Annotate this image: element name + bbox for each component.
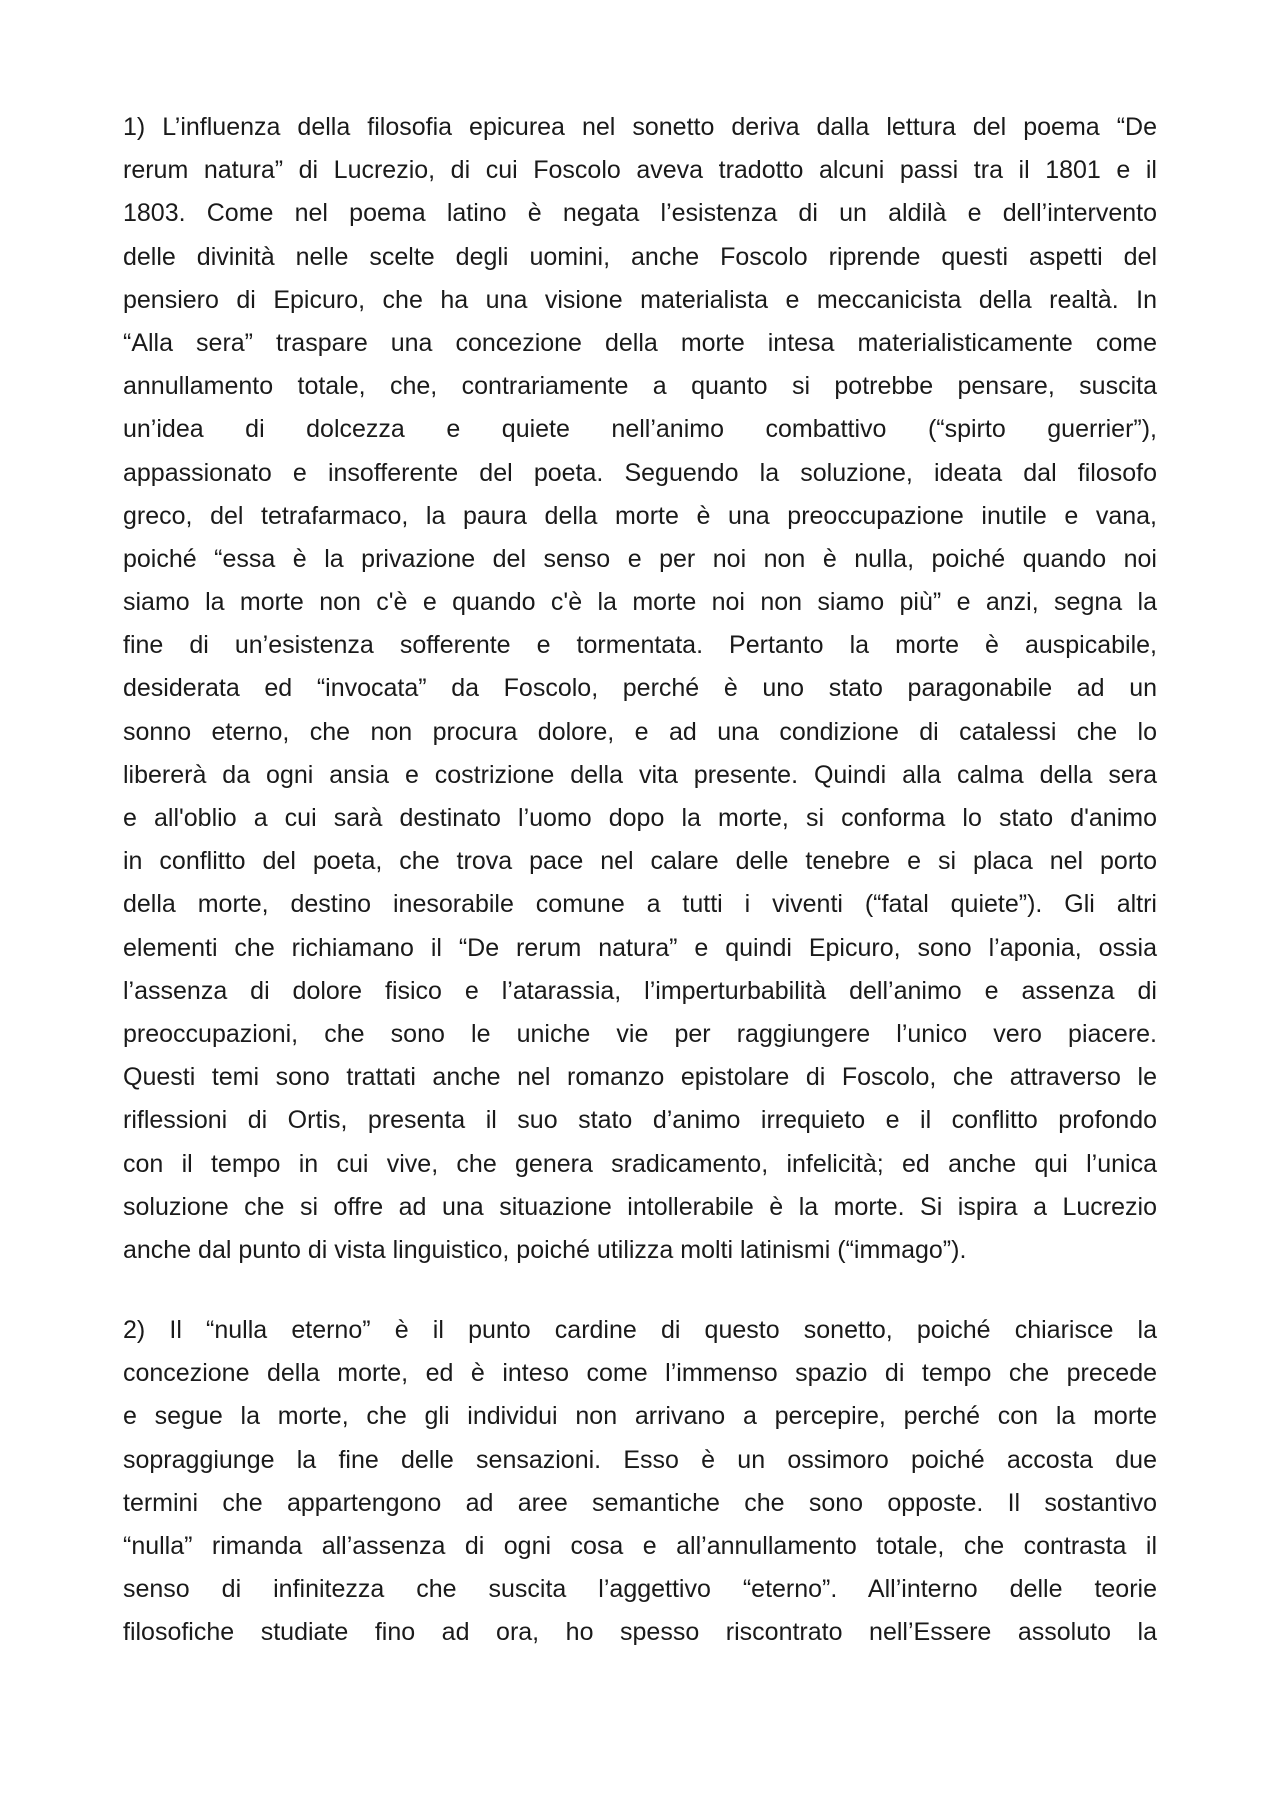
text-line: l’assenza di dolore fisico e l’atarassia, l’imperturbabilità dell’animo e assenza di: [123, 976, 1157, 1005]
text-line: fine di un’esistenza sofferente e tormentata. Pertanto la morte è auspicabile,: [123, 631, 1157, 660]
text-line: un’idea di dolcezza e quiete nell’animo combattivo (“spirto guerrier”),: [123, 415, 1157, 444]
text-line: “nulla” rimanda all’assenza di ogni cosa e all’annullamento totale, che contrasta il: [123, 1531, 1157, 1560]
text-line: e segue la morte, che gli individui non arrivano a percepire, perché con la morte: [123, 1402, 1157, 1431]
text-line: senso di infinitezza che suscita l’aggettivo “eterno”. All’interno delle teorie: [123, 1575, 1157, 1604]
text-line: siamo la morte non c'è e quando c'è la morte noi non siamo più” e anzi, segna la: [123, 588, 1157, 617]
text-line: desiderata ed “invocata” da Foscolo, perché è uno stato paragonabile ad un: [123, 674, 1157, 703]
text-line: 1803. Come nel poema latino è negata l’esistenza di un aldilà e dell’intervento: [123, 199, 1157, 228]
text-line: 1) L’influenza della filosofia epicurea nel sonetto deriva dalla lettura del poema “De: [123, 113, 1157, 141]
text-line: concezione della morte, ed è inteso come l’immenso spazio di tempo che precede: [123, 1359, 1157, 1388]
text-line: 2) Il “nulla eterno” è il punto cardine di questo sonetto, poiché chiarisce la: [123, 1316, 1157, 1344]
text-line: sonno eterno, che non procura dolore, e ad una condizione di catalessi che lo: [123, 717, 1157, 746]
paragraph-2: [123, 1309, 1157, 1655]
text-line: appassionato e insofferente del poeta. Seguendo la soluzione, ideata dal filosofo: [123, 458, 1157, 487]
text-line: libererà da ogni ansia e costrizione della vita presente. Quindi alla calma della sera: [123, 760, 1157, 789]
text-line: delle divinità nelle scelte degli uomini, anche Foscolo riprende questi aspetti del: [123, 242, 1157, 271]
text-line: sopraggiunge la fine delle sensazioni. Esso è un ossimoro poiché accosta due: [123, 1445, 1157, 1474]
text-line: Questi temi sono trattati anche nel romanzo epistolare di Foscolo, che attraverso le: [123, 1063, 1157, 1092]
text-line: e all'oblio a cui sarà destinato l’uomo dopo la morte, si conforma lo stato d'animo: [123, 804, 1157, 832]
text-line: soluzione che si offre ad una situazione intollerabile è la morte. Si ispira a Lucrezio: [123, 1192, 1157, 1221]
text-line: greco, del tetrafarmaco, la paura della morte è una preoccupazione inutile e vana,: [123, 501, 1157, 530]
text-line: anche dal punto di vista linguistico, poiché utilizza molti latinismi (“immago”).: [123, 1235, 967, 1264]
text-line: termini che appartengono ad aree semantiche che sono opposte. Il sostantivo: [123, 1488, 1157, 1517]
text-line: della morte, destino inesorabile comune a tutti i viventi (“fatal quiete”). Gli altri: [123, 890, 1157, 919]
text-line: in conflitto del poeta, che trova pace nel calare delle tenebre e si placa nel porto: [123, 847, 1157, 876]
text-line: filosofiche studiate fino ad ora, ho spesso riscontrato nell’Essere assoluto la: [123, 1618, 1157, 1647]
text-line: poiché “essa è la privazione del senso e per noi non è nulla, poiché quando noi: [123, 544, 1157, 573]
text-line: preoccupazioni, che sono le uniche vie per raggiungere l’unico vero piacere.: [123, 1019, 1157, 1048]
text-line: annullamento totale, che, contrariamente a quanto si potrebbe pensare, suscita: [123, 372, 1157, 401]
paragraph-1: [123, 106, 1157, 1272]
text-line: elementi che richiamano il “De rerum natura” e quindi Epicuro, sono l’aponia, ossia: [123, 933, 1157, 962]
text-line: riflessioni di Ortis, presenta il suo stato d’animo irrequieto e il conflitto profondo: [123, 1106, 1157, 1135]
text-line: rerum natura” di Lucrezio, di cui Foscolo aveva tradotto alcuni passi tra il 1801 e il: [123, 156, 1157, 185]
text-line: “Alla sera” traspare una concezione della morte intesa materialisticamente come: [123, 328, 1157, 357]
text-line: pensiero di Epicuro, che ha una visione materialista e meccanicista della realtà. In: [123, 285, 1157, 314]
text-line: con il tempo in cui vive, che genera sradicamento, infelicità; ed anche qui l’unica: [123, 1149, 1157, 1178]
